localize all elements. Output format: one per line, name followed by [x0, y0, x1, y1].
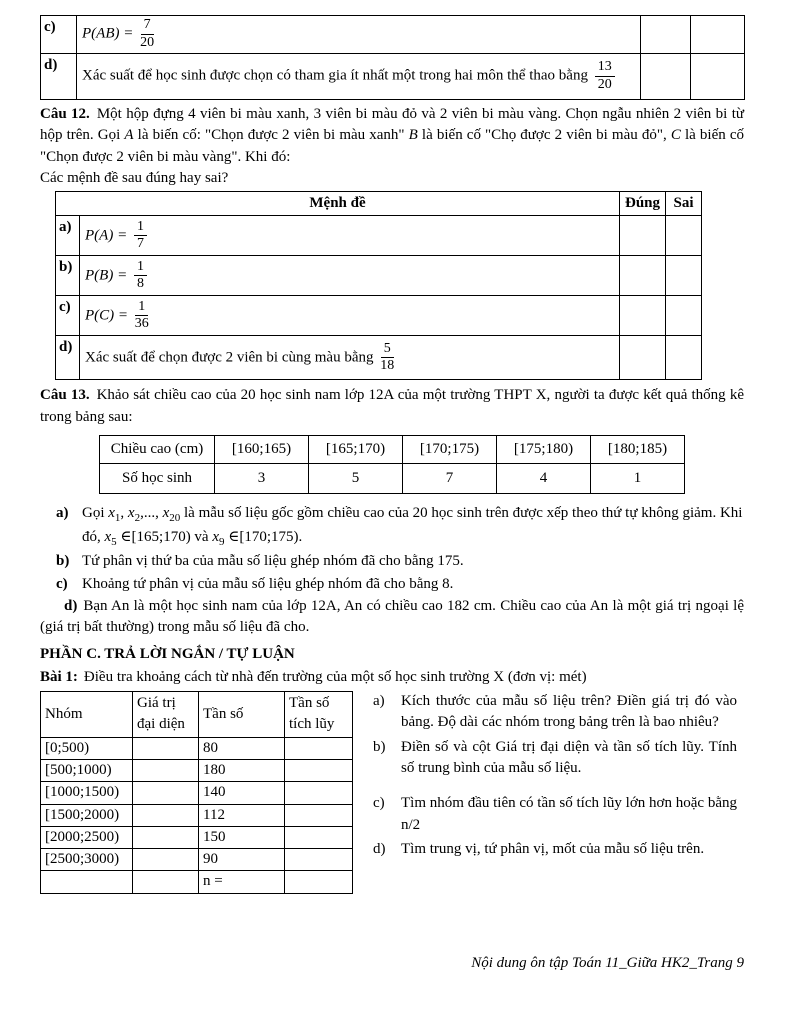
gia-tri-cell	[133, 826, 199, 848]
bai1-intro-line	[40, 667, 744, 688]
fraction-denominator: 8	[136, 276, 144, 292]
subscript: 5	[111, 535, 117, 548]
statement-cell	[77, 54, 641, 100]
bin-cell: [175;180)	[497, 436, 591, 464]
dung-header: Đúng	[620, 192, 666, 216]
tan-so-cell: 140	[199, 782, 285, 804]
row-label: d)	[41, 54, 77, 100]
fraction-denominator: 36	[134, 316, 149, 332]
bai1-question-d	[373, 839, 737, 860]
table-row	[41, 782, 353, 804]
table-row	[100, 464, 685, 494]
item-label: c)	[56, 575, 68, 592]
cau12-text: là biến cố: "Chọn được 2 viên bi màu xanh"	[133, 127, 409, 144]
menh-de-header: Mệnh đề	[56, 192, 620, 216]
cau13-item-c	[40, 574, 744, 595]
cau12-label: Câu 12.	[40, 106, 90, 122]
tan-so-cell: 80	[199, 737, 285, 759]
gia-tri-cell	[133, 759, 199, 781]
row-label: c)	[41, 16, 77, 54]
item-text-part: Gọi	[82, 505, 109, 522]
cau12-text: Một hộp đựng 4 viên bi màu xanh, 3 viên bi màu đỏ và 2 viên bi màu vàng. Chọn ngẫu nhiên 2 viên bi từ hộp trên. Gọi	[40, 106, 744, 144]
tan-so-cell: 180	[199, 759, 285, 781]
nhom-cell	[41, 871, 133, 893]
variable-B: B	[408, 127, 418, 144]
item-text-part: ∈[170;175).	[224, 528, 303, 545]
formula-text: P(AB) =	[82, 25, 134, 42]
fraction-numerator: 5	[381, 342, 394, 359]
cau12-question: Các mệnh đề sau đúng hay sai?	[40, 169, 229, 186]
table-row	[41, 759, 353, 781]
item-label: d)	[64, 597, 78, 614]
gia-tri-cell	[133, 782, 199, 804]
table-row	[56, 216, 702, 256]
bai1-questions	[373, 691, 737, 863]
item-text: Tứ phân vị thứ ba của mẫu số liệu ghép nhóm đã cho bằng 175.	[82, 553, 464, 570]
tich-luy-cell	[285, 737, 353, 759]
variable-x: x	[162, 505, 170, 522]
fraction-numerator: 1	[135, 300, 148, 317]
variable-x: x	[104, 528, 112, 545]
nhom-cell: [1000;1500)	[41, 782, 133, 804]
variable-x: x	[127, 505, 135, 522]
fraction	[135, 300, 149, 332]
bai1-question-b	[373, 737, 737, 780]
statement-text: Xác suất để chọn được 2 viên bi cùng màu bằng	[85, 349, 374, 366]
subscript: 20	[169, 512, 181, 525]
table-row	[56, 256, 702, 296]
sai-header: Sai	[666, 192, 702, 216]
nhom-cell: [1500;2000)	[41, 804, 133, 826]
tich-luy-cell	[285, 759, 353, 781]
item-label: a)	[56, 505, 69, 522]
nhom-cell: [2000;2500)	[41, 826, 133, 848]
statement-cell	[77, 16, 641, 54]
item-label: b)	[56, 553, 70, 570]
dung-answer-cell	[641, 54, 691, 100]
bai1-question-c	[373, 793, 737, 836]
formula-text: P(B) =	[85, 267, 128, 284]
count-cell: 3	[215, 464, 309, 494]
table-row	[56, 296, 702, 336]
tich-luy-cell	[285, 871, 353, 893]
tan-so-cell: 112	[199, 804, 285, 826]
sai-answer-cell	[666, 336, 702, 380]
nhom-cell: [0;500)	[41, 737, 133, 759]
table-row	[41, 849, 353, 871]
formula-text: P(A) =	[85, 227, 128, 244]
bai1-data-table	[40, 691, 353, 894]
formula-text: P(C) =	[85, 307, 129, 324]
item-text-part: ∈[165;170) và	[116, 528, 213, 545]
sai-answer-cell	[666, 256, 702, 296]
cau12-intro-paragraph	[40, 104, 744, 168]
table-row	[100, 436, 685, 464]
statement-text: Xác suất để học sinh được chọn có tham gia ít nhất một trong hai môn thể thao bằng	[82, 67, 588, 84]
sai-answer-cell	[691, 16, 745, 54]
fraction-numerator: 13	[595, 60, 615, 77]
variable-A: A	[124, 127, 134, 144]
question-label: a)	[373, 693, 385, 710]
dung-answer-cell	[641, 16, 691, 54]
question-text: Điền số và cột Giá trị đại diện và tần số tích lũy. Tính số trung bình của mẫu số liệu.	[401, 738, 737, 776]
variable-x: x	[108, 505, 115, 522]
item-text-part: ,...,	[140, 505, 163, 522]
fraction-numerator: 1	[134, 260, 147, 277]
tan-so-tich-luy-header: Tần số tích lũy	[285, 692, 353, 738]
fraction-denominator: 7	[136, 236, 144, 252]
cau13-item-a	[40, 503, 744, 550]
sai-answer-cell	[666, 216, 702, 256]
question-text: Tìm trung vị, tứ phân vị, mốt của mẫu số liệu trên.	[401, 840, 705, 857]
height-header: Chiều cao (cm)	[100, 436, 215, 464]
count-cell: 5	[309, 464, 403, 494]
cau13-intro-paragraph	[40, 385, 744, 428]
count-cell: 4	[497, 464, 591, 494]
fraction	[140, 18, 154, 50]
page-footer: Nội dung ôn tập Toán 11_Giữa HK2_Trang 9	[471, 955, 744, 971]
tich-luy-cell	[285, 782, 353, 804]
question-label: d)	[373, 840, 386, 857]
table-row	[41, 54, 745, 100]
count-cell: 1	[591, 464, 685, 494]
item-text	[82, 503, 744, 550]
subscript: 1	[114, 512, 121, 525]
cau12-text: là biến cố "Chọ được 2 viên bi màu đỏ",	[417, 127, 671, 144]
fraction	[595, 60, 615, 92]
statement-cell	[80, 296, 620, 336]
question-text: Kích thước của mẫu số liệu trên? Điền giá trị đó vào bảng. Độ dài các nhóm trong bảng trên là bao nhiêu?	[401, 693, 737, 731]
nhom-cell: [2500;3000)	[41, 849, 133, 871]
cau12-statement-table	[55, 191, 702, 380]
fraction-numerator: 7	[141, 18, 154, 35]
fraction	[134, 260, 147, 292]
cau13-item-d	[40, 596, 744, 639]
gia-tri-cell	[133, 871, 199, 893]
bin-cell: [170;175)	[403, 436, 497, 464]
variable-C: C	[670, 127, 681, 144]
row-label: a)	[56, 216, 80, 256]
top-answer-table	[40, 15, 745, 100]
fraction-denominator: 18	[380, 358, 395, 374]
item-text: Bạn An là một học sinh nam của lớp 12A, An có chiều cao 182 cm. Chiều cao của An là một giá trị ngoại lệ (giá trị bất thường) trong mẫu số liệu đã cho.	[40, 597, 744, 636]
gia-tri-dai-dien-header: Giá trị đại diện	[133, 692, 199, 738]
statement-cell	[80, 256, 620, 296]
fraction-numerator: 1	[134, 220, 147, 237]
question-label: c)	[373, 795, 385, 812]
bai1-intro-text: Điều tra khoảng cách từ nhà đến trường của một số học sinh trường X (đơn vị: mét)	[83, 668, 587, 685]
item-text-part: ,	[120, 505, 128, 522]
sai-answer-cell	[691, 54, 745, 100]
fraction-denominator: 20	[140, 35, 155, 50]
tich-luy-cell	[285, 849, 353, 871]
statement-cell	[80, 216, 620, 256]
fraction	[134, 220, 147, 252]
tan-so-cell: n =	[199, 871, 285, 893]
tich-luy-cell	[285, 804, 353, 826]
tan-so-cell: 150	[199, 826, 285, 848]
row-label: d)	[56, 336, 80, 380]
item-text: Khoảng tứ phân vị của mẫu số liệu ghép nhóm đã cho bằng 8.	[82, 575, 454, 592]
nhom-header: Nhóm	[41, 692, 133, 738]
table-row	[41, 804, 353, 826]
bai1-two-column-area	[40, 691, 744, 894]
item-text-part: là mẫu số liệu gốc gồm chiều cao của 20 học sinh trên được xếp theo thứ tự không giảm. Khi đó,	[82, 505, 743, 545]
header-row	[41, 692, 353, 738]
table-row	[41, 871, 353, 893]
count-cell: 7	[403, 464, 497, 494]
fraction	[380, 342, 394, 374]
bai1-label: Bài 1:	[40, 668, 78, 685]
bin-cell: [165;170)	[309, 436, 403, 464]
variable-x: x	[212, 528, 220, 545]
table-row	[56, 336, 702, 380]
row-label: b)	[56, 256, 80, 296]
bin-cell: [180;185)	[591, 436, 685, 464]
question-label: b)	[373, 738, 386, 755]
gia-tri-cell	[133, 849, 199, 871]
dung-answer-cell	[620, 296, 666, 336]
cau13-frequency-table	[99, 435, 685, 494]
tan-so-cell: 90	[199, 849, 285, 871]
dung-answer-cell	[620, 216, 666, 256]
fraction-denominator: 20	[597, 77, 612, 92]
statement-cell	[80, 336, 620, 380]
gia-tri-cell	[133, 737, 199, 759]
count-header: Số học sinh	[100, 464, 215, 494]
cau13-item-b	[40, 551, 744, 572]
gia-tri-cell	[133, 804, 199, 826]
cau13-text: Khảo sát chiều cao của 20 học sinh nam lớp 12A của một trường THPT X, người ta được kết quả thống kê trong bảng sau:	[40, 387, 744, 425]
table-row	[41, 826, 353, 848]
sai-answer-cell	[666, 296, 702, 336]
cau12-text: là biến cố "Chọn được 2 viên bi màu vàng". Khi đó:	[40, 127, 744, 165]
dung-answer-cell	[620, 256, 666, 296]
subscript: 9	[219, 535, 225, 548]
bin-cell: [160;165)	[215, 436, 309, 464]
cau13-label: Câu 13.	[40, 387, 90, 404]
table-row	[41, 737, 353, 759]
table-row	[41, 16, 745, 54]
row-label: c)	[56, 296, 80, 336]
tan-so-header: Tần số	[199, 692, 285, 738]
phan-c-heading: PHẦN C. TRẢ LỜI NGẮN / TỰ LUẬN	[40, 646, 295, 663]
header-row	[56, 192, 702, 216]
subscript: 2	[134, 512, 141, 525]
dung-answer-cell	[620, 336, 666, 380]
question-text: Tìm nhóm đầu tiên có tần số tích lũy lớn hơn hoặc bằng n/2	[401, 795, 737, 833]
nhom-cell: [500;1000)	[41, 759, 133, 781]
tich-luy-cell	[285, 826, 353, 848]
bai1-question-a	[373, 691, 737, 734]
